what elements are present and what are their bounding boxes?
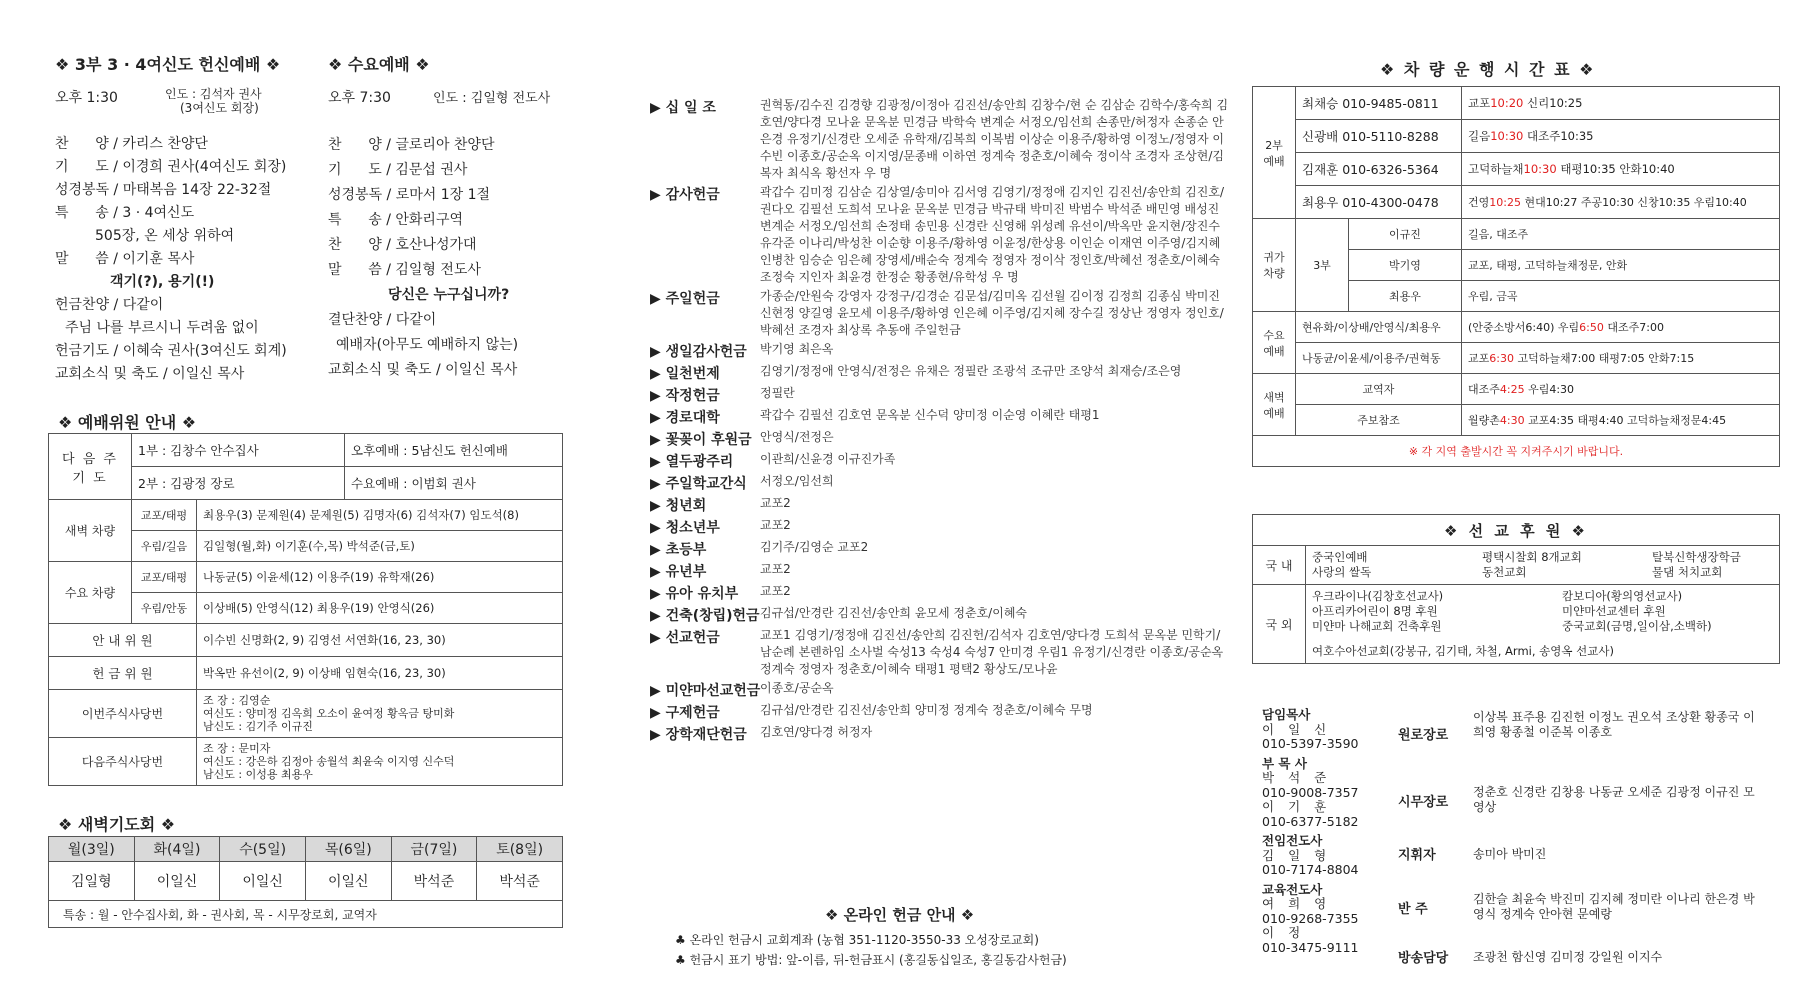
meal-line: 남신도 : 김기주 이규진 [203, 720, 313, 733]
offering-label: ▶ 유년부 [650, 564, 707, 580]
vehicle-return-sub: 3부 [1296, 219, 1349, 312]
vehicle-title: ❖ 차 량 운 행 시 간 표 ❖ [1380, 60, 1596, 79]
worship3-item: 찬 양 / 카리스 찬양단 [55, 136, 208, 152]
wednesday-item: 예배자(아무도 예배하지 않는) [336, 337, 519, 353]
vehicle-schedule: 대조주4:25 우림4:30 [1462, 374, 1780, 405]
mission-domestic-label: 국 내 [1253, 546, 1306, 585]
dawn-leader: 이일신 [134, 862, 220, 901]
offering-list [650, 97, 1250, 746]
dawn-leader: 이일신 [220, 862, 306, 901]
role-names: 조광천 함신영 김미정 강일원 이지수 [1473, 949, 1663, 964]
worship3-item: 헌금찬양 / 다같이 [55, 297, 164, 313]
offering-row [650, 97, 1250, 182]
vehicle-schedule: 길음, 대조주 [1462, 219, 1780, 250]
dawn-day: 금(7일) [391, 837, 477, 862]
offering-label: ▶ 작정헌금 [650, 388, 720, 404]
offering-label: ▶ 청년회 [650, 498, 707, 514]
offering-label: ▶ 주일헌금 [650, 291, 720, 307]
dawn-vehicle-route: 교포/태평 [132, 500, 197, 531]
offering-names: 안영식/전정은 [760, 430, 834, 444]
vehicle-driver: 주보참조 [1296, 405, 1462, 436]
offering-label: ▶ 일천번제 [650, 366, 720, 382]
vehicle-schedule: 월량촌4:30 교포4:35 태평4:40 고덕하늘채정문4:45 [1462, 405, 1780, 436]
role-label: 지휘자 [1398, 847, 1436, 863]
dawn-day: 목(6일) [305, 837, 391, 862]
online-offering [675, 904, 1195, 968]
offering-row [650, 724, 1250, 744]
wednesday-leader: 인도 : 김일형 전도사 [433, 91, 551, 106]
offering-row [650, 385, 1250, 405]
wednesday-section [328, 52, 568, 383]
role-row [1398, 828, 1788, 878]
offering-row [650, 561, 1250, 581]
vehicle-schedule: 고덕하늘채10:30 태평10:35 안화10:40 [1462, 153, 1780, 186]
vehicle-driver: 최용우 010-4300-0478 [1296, 186, 1462, 219]
offering-names: 이관희/신윤경 이규진가족 [760, 452, 896, 466]
offering-row [650, 583, 1250, 603]
vehicle-schedule: 건영10:25 현대10:27 주공10:30 신창10:35 우림10:40 [1462, 186, 1780, 219]
worship3-item: 성경봉독 / 마태복음 14장 22-32절 [55, 182, 272, 198]
dawn-leader: 박석준 [391, 862, 477, 901]
offering-names: 곽갑수 김미정 김삼순 김상열/송미아 김서영 김영기/정정애 김지인 김진선/송안희 김진호/권다오 김필선 도희석 모나윤 문옥분 민경금 박규태 박미진 박범수 박석준 배민영 배성진 변계순 서정오/임선희 손정태 송민용 신경란 신영해 위성례 유선이/박옥만 윤지현/장진수 유각준 이나리/박성찬 이순향 이용주/황하영 이윤정/한상용 이인순 이재연 이주영/김지혜 인병찬 임승순 임은혜 장영세/배순숙 정계숙 정영자 정이삭 정인호/박혜선 정춘호/이혜숙 조정숙 지인자 최윤경 한정순 황종현/유학성 우 명 [760, 185, 1225, 284]
guide-label: 안 내 위 원 [49, 624, 197, 657]
role-label: 원로장로 [1398, 728, 1449, 743]
worship3-item: 기 도 / 이경희 권사(4여신도 회장) [55, 159, 287, 175]
offering-label: ▶ 열두광주리 [650, 454, 734, 470]
dawn-vehicle-drivers: 김일형(월,화) 이기훈(수,목) 박석준(금,토) [197, 531, 563, 562]
vehicle-group-label: 새벽 예배 [1253, 374, 1296, 436]
next-prayer-cell: 2부 : 김광정 장로 [132, 467, 345, 500]
offering-names: 교포2 [760, 496, 791, 510]
offering-names: 김기주/김영순 교포2 [760, 540, 869, 554]
staff-tel: 010-5397-3590 [1262, 736, 1359, 751]
wednesday-item: 성경봉독 / 로마서 1장 1절 [328, 187, 491, 203]
role-row [1398, 710, 1788, 772]
dawn-day: 토(8일) [477, 837, 563, 862]
worship3-item: 헌금기도 / 이혜숙 권사(3여신도 회계) [55, 343, 287, 359]
vehicle-driver: 김재훈 010-6326-5364 [1296, 153, 1462, 186]
worship3-title: ❖ 3부 3 · 4여신도 헌신예배 ❖ [55, 55, 281, 74]
role-row [1398, 878, 1788, 936]
vehicle-driver: 신광배 010-5110-8288 [1296, 120, 1462, 153]
committee-title: ❖ 예배위원 안내 ❖ [58, 413, 197, 432]
offering-row [650, 495, 1250, 515]
offering-names: 이종호/공순옥 [760, 681, 834, 695]
staff-name: 박석준 [1262, 770, 1341, 785]
meal-line: 여신도 : 강은하 김정아 송월석 최윤숙 이지영 신수덕 [203, 755, 455, 768]
offering-names: 가종순/안원숙 강영자 강정구/김경순 김문섭/김미옥 김선월 김이정 김정희 김종심 박미진 신현정 양길영 윤모세 이용주/황하영 인은혜 이주영/김지혜 장수길 정상난 정영자 정인호/박혜선 조경자 최상록 추동애 주일헌금 [760, 289, 1224, 337]
online-line: ♣ 헌금시 표기 방법: 앞-이름, 뒤-헌금표시 (홍길동십일조, 홍길동감사헌금) [675, 953, 1067, 967]
dawn-leader: 이일신 [305, 862, 391, 901]
offering-names: 정필란 [760, 386, 795, 400]
offering-names: 김영기/정정애 안영식/전정은 유채은 정필란 조광석 조규만 조양석 최재승/조은영 [760, 364, 1182, 378]
role-row [1398, 772, 1788, 828]
offering-label: ▶ 장학재단헌금 [650, 727, 747, 743]
staff-list [1262, 708, 1392, 955]
worship3-leader-sub: (3여신도 회장) [180, 101, 259, 115]
wednesday-item: 찬 양 / 호산나성가대 [328, 237, 477, 253]
offering-label: ▶ 미얀마선교헌금 [650, 683, 761, 699]
vehicle-driver: 최채승 010-9485-0811 [1296, 87, 1462, 120]
staff-name: 이일신 [1262, 721, 1341, 737]
dawn-vehicle-route: 우림/길음 [132, 531, 197, 562]
staff-title: 전임전도사 [1262, 833, 1323, 848]
offering-names: 교포2 [760, 518, 791, 532]
staff-tel: 010-7174-8804 [1262, 862, 1359, 877]
wednesday-item: 교회소식 및 축도 / 이일신 목사 [328, 362, 518, 378]
role-label: 반 주 [1398, 901, 1428, 917]
vehicle-driver: 최용우 [1349, 281, 1462, 312]
mission-table [1252, 514, 1780, 664]
wed-vehicle-drivers: 나동균(5) 이윤세(12) 이용주(19) 유학재(26) [197, 562, 563, 593]
vehicle-schedule: 길음10:30 대조주10:35 [1462, 120, 1780, 153]
offering-names: 서정오/임선희 [760, 474, 834, 488]
wednesday-item: 말 씀 / 김일형 전도사 [328, 262, 481, 278]
vehicle-schedule: (안중소방서6:40) 우림6:50 대조주7:00 [1462, 312, 1780, 343]
vehicle-note: ※ 각 지역 출발시간 꼭 지켜주시기 바랍니다. [1253, 436, 1780, 467]
vehicle-group-label: 2부 예배 [1253, 87, 1296, 219]
offering-names: 김규섭/안경란 김진선/송안희 윤모세 정춘호/이혜숙 [760, 606, 1028, 620]
offering-row [650, 288, 1250, 339]
offering-label: ▶ 초등부 [650, 542, 707, 558]
offering-row [650, 539, 1250, 559]
offering-names: 교포2 [760, 584, 791, 598]
offering-row [650, 407, 1250, 427]
dawn-leader: 김일형 [49, 862, 135, 901]
offering-label: ▶ 선교헌금 [650, 630, 720, 646]
mission-domestic: 중국인예배 평택시찰회 8개교회 탈북신학생장학금 사랑의 쌀독 동천교회 물댐 처치교회 [1306, 546, 1780, 585]
vehicle-schedule: 교포10:20 신리10:25 [1462, 87, 1780, 120]
next-week-meal [197, 738, 563, 786]
worship3-item: 주님 나를 부르시니 두려움 없이 [65, 320, 259, 336]
role-label: 시무장로 [1398, 794, 1449, 810]
offering-label: ▶ 꽃꽂이 후원금 [650, 432, 752, 448]
worship3-item: 말 씀 / 이기훈 목사 [55, 251, 195, 267]
offering-label: ▶ 주일학교간식 [650, 476, 747, 492]
offering-label: ▶ 건축(창립)헌금 [650, 608, 760, 624]
dawn-day: 화(4일) [134, 837, 220, 862]
role-names: 송미아 박미진 [1473, 846, 1547, 861]
wed-vehicle-route: 교포/태평 [132, 562, 197, 593]
offering-names: 교포2 [760, 562, 791, 576]
offering-label: ▶ 유아 유치부 [650, 586, 739, 602]
role-names: 김한슬 최윤숙 박진미 김지혜 정미란 이나리 한은경 박영식 정계숙 안아현 문예랑 [1473, 892, 1755, 921]
role-names: 이상복 표주용 김진헌 이정노 권오석 조상환 황종국 이희영 황종철 이준복 이종호 [1473, 710, 1755, 739]
worship3-sermon-title: 객기(?), 용기(!) [110, 274, 215, 290]
offering-label: ▶ 생일감사헌금 [650, 344, 747, 360]
worship3-item: 교회소식 및 축도 / 이일신 목사 [55, 366, 245, 382]
wednesday-time: 오후 7:30 [328, 90, 391, 106]
vehicle-driver: 이규진 [1349, 219, 1462, 250]
offering-names: 김규섭/안경란 김진선/송안희 양미정 정계숙 정춘호/이혜숙 무명 [760, 703, 1093, 717]
vehicle-schedule: 교포6:30 고덕하늘채7:00 태평7:05 안화7:15 [1462, 343, 1780, 374]
committee-table [48, 433, 563, 786]
guide-names: 이수빈 신명화(2, 9) 김영선 서연화(16, 23, 30) [197, 624, 563, 657]
offering-row [650, 429, 1250, 449]
offering-names: 김호연/양다경 허정자 [760, 725, 873, 739]
worship3-time: 오후 1:30 [55, 90, 118, 106]
this-week-meal [197, 690, 563, 738]
vehicle-driver: 박기영 [1349, 250, 1462, 281]
meal-line: 남신도 : 이성용 최용우 [203, 768, 313, 781]
wed-vehicle-label: 수요 차량 [49, 562, 132, 624]
staff-title: 부 목 사 [1262, 755, 1307, 771]
staff-tel: 010-9008-7357 [1262, 784, 1359, 800]
offering-label: ▶ 구제헌금 [650, 705, 720, 721]
wed-vehicle-drivers: 이상배(5) 안영식(12) 최용우(19) 안영식(26) [197, 593, 563, 624]
offering-committee-names: 박옥만 유선이(2, 9) 이상배 임현숙(16, 23, 30) [197, 657, 563, 690]
dawn-day: 수(5일) [220, 837, 306, 862]
role-row [1398, 936, 1788, 976]
staff-name: 여희영 [1262, 896, 1341, 911]
wednesday-item: 찬 양 / 글로리아 찬양단 [328, 137, 495, 153]
worship3-item: 특 송 / 3 · 4여신도 [55, 205, 195, 221]
staff-name: 이기훈 [1262, 799, 1341, 814]
offering-names: 교포1 김영기/정정애 김진선/송안희 김진헌/김석자 김호연/양다경 도희석 문옥분 민학기/남순례 본렌하임 소사벌 숙성13 숙성4 숙성7 안미경 우림1 유정기/신경란 이종호/공순옥 정계숙 정영자 정춘호/이혜숙 태평1 평택2 황상도/모나윤 [760, 628, 1224, 676]
dawn-day: 월(3일) [49, 837, 135, 862]
role-label: 방송담당 [1398, 950, 1449, 966]
staff-title: 담임목사 [1262, 707, 1311, 722]
dawn-prayer-note: 특송 : 월 - 안수집사회, 화 - 권사회, 목 - 시무장로회, 교역자 [49, 901, 563, 928]
wed-vehicle-route: 우림/안동 [132, 593, 197, 624]
dawn-prayer-table [48, 836, 563, 928]
mission-title: ❖ 선 교 후 원 ❖ [1253, 515, 1780, 546]
offering-row [650, 702, 1250, 722]
wednesday-item: 기 도 / 김문섭 권사 [328, 162, 468, 178]
wednesday-item: 특 송 / 안화리구역 [328, 212, 463, 228]
dawn-vehicle-label: 새벽 차량 [49, 500, 132, 562]
offering-row [650, 605, 1250, 625]
offering-row [650, 363, 1250, 383]
mission-foreign-label: 국 외 [1253, 585, 1306, 664]
offering-row [650, 184, 1250, 286]
offering-row [650, 627, 1250, 678]
staff-name: 이정 [1262, 925, 1315, 940]
next-prayer-cell: 수요예배 : 이범회 권사 [345, 467, 563, 500]
offering-label: ▶ 감사헌금 [650, 187, 720, 203]
mission-foreign: 우크라이나(김창호선교사) 캄보디아(황의영선교사) 아프리카어린이 8명 후원 미얀마선교센터 후원 미얀마 나해교회 건축후원 중국교회(금명,일이삼,소백하) 여호수아선교회(강봉규, 김기태, 차철, Armi, 송영옥 선교사) [1306, 585, 1780, 664]
dawn-prayer-title: ❖ 새벽기도회 ❖ [58, 815, 176, 834]
next-prayer-cell: 1부 : 김창수 안수집사 [132, 434, 345, 467]
offering-names: 권혁동/김수진 김경향 김광정/이정아 김진선/송안희 김창수/현 순 김삼순 김학수/홍숙희 김호연/양다경 모나윤 문옥분 민경금 박학숙 변계순 서정오/임선희 손종만/허정자 손종순 안은경 유정기/신경란 오세준 유학재/김복희 이복범 이상순 이용주/황하영 이정노/정영자 이수빈 이종호/공순옥 이지영/문종배 이하연 정계숙 정춘호/이혜숙 정이삭 조경자 조상현/김복자 최식옥 황선자 우 명 [760, 98, 1229, 180]
offering-row [650, 473, 1250, 493]
offering-label: ▶ 십 일 조 [650, 100, 716, 116]
offering-row [650, 517, 1250, 537]
worship3-item: 505장, 온 세상 위하여 [95, 228, 235, 244]
wednesday-item: 결단찬양 / 다같이 [328, 312, 437, 328]
next-prayer-label: 다 음 주 기 도 [49, 434, 132, 500]
vehicle-driver: 교역자 [1296, 374, 1462, 405]
staff-title: 교육전도사 [1262, 881, 1323, 897]
vehicle-schedule: 교포, 태평, 고덕하늘채정문, 안화 [1462, 250, 1780, 281]
worship3-section [55, 52, 295, 386]
online-line: ♣ 온라인 헌금시 교회계좌 (농협 351-1120-3550-33 오성장로교회) [675, 933, 1039, 947]
this-week-meal-label: 이번주식사당번 [49, 690, 197, 738]
vehicle-driver: 나동균/이윤세/이용주/권혁동 [1296, 343, 1462, 374]
vehicle-table [1252, 86, 1780, 467]
staff-tel: 010-3475-9111 [1262, 939, 1359, 955]
worship3-leader: 인도 : 김석자 권사 [165, 87, 262, 101]
vehicle-group-label: 수요 예배 [1253, 312, 1296, 374]
meal-line: 조 장 : 문미자 [203, 742, 271, 755]
staff-name: 김일형 [1262, 847, 1341, 863]
next-week-meal-label: 다음주식사당번 [49, 738, 197, 786]
dawn-vehicle-drivers: 최용우(3) 문제원(4) 문제원(5) 김명자(6) 김석자(7) 임도석(8) [197, 500, 563, 531]
wednesday-sermon-title: 당신은 누구십니까? [388, 287, 510, 303]
vehicle-group-label: 귀가 차량 [1253, 219, 1296, 312]
roles-list [1398, 710, 1788, 976]
dawn-leader: 박석준 [477, 862, 563, 901]
meal-line: 조 장 : 김영순 [203, 694, 271, 707]
role-names: 정춘호 신경란 김창용 나동균 오세준 김광정 이규진 모영상 [1473, 785, 1755, 814]
offering-names: 곽갑수 김필선 김호연 문옥분 신수덕 양미정 이순영 이혜란 태평1 [760, 408, 1100, 422]
offering-label: ▶ 청소년부 [650, 520, 720, 536]
vehicle-schedule: 우림, 금곡 [1462, 281, 1780, 312]
staff-tel: 010-6377-5182 [1262, 813, 1359, 829]
offering-committee-label: 헌 금 위 원 [49, 657, 197, 690]
wednesday-title: ❖ 수요예배 ❖ [328, 55, 430, 74]
next-prayer-cell: 오후예배 : 5남신도 헌신예배 [345, 434, 563, 467]
meal-line: 여신도 : 양미정 김옥희 오소이 윤여정 황옥금 탕미화 [203, 707, 455, 720]
offering-names: 박기영 최은옥 [760, 342, 834, 356]
staff-tel: 010-9268-7355 [1262, 910, 1359, 926]
offering-label: ▶ 경로대학 [650, 410, 720, 426]
offering-row [650, 680, 1250, 700]
online-title: ❖ 온라인 헌금 안내 ❖ [825, 906, 975, 924]
vehicle-driver: 현유화/이상배/안영식/최용우 [1296, 312, 1462, 343]
offering-row [650, 451, 1250, 471]
offering-row [650, 341, 1250, 361]
